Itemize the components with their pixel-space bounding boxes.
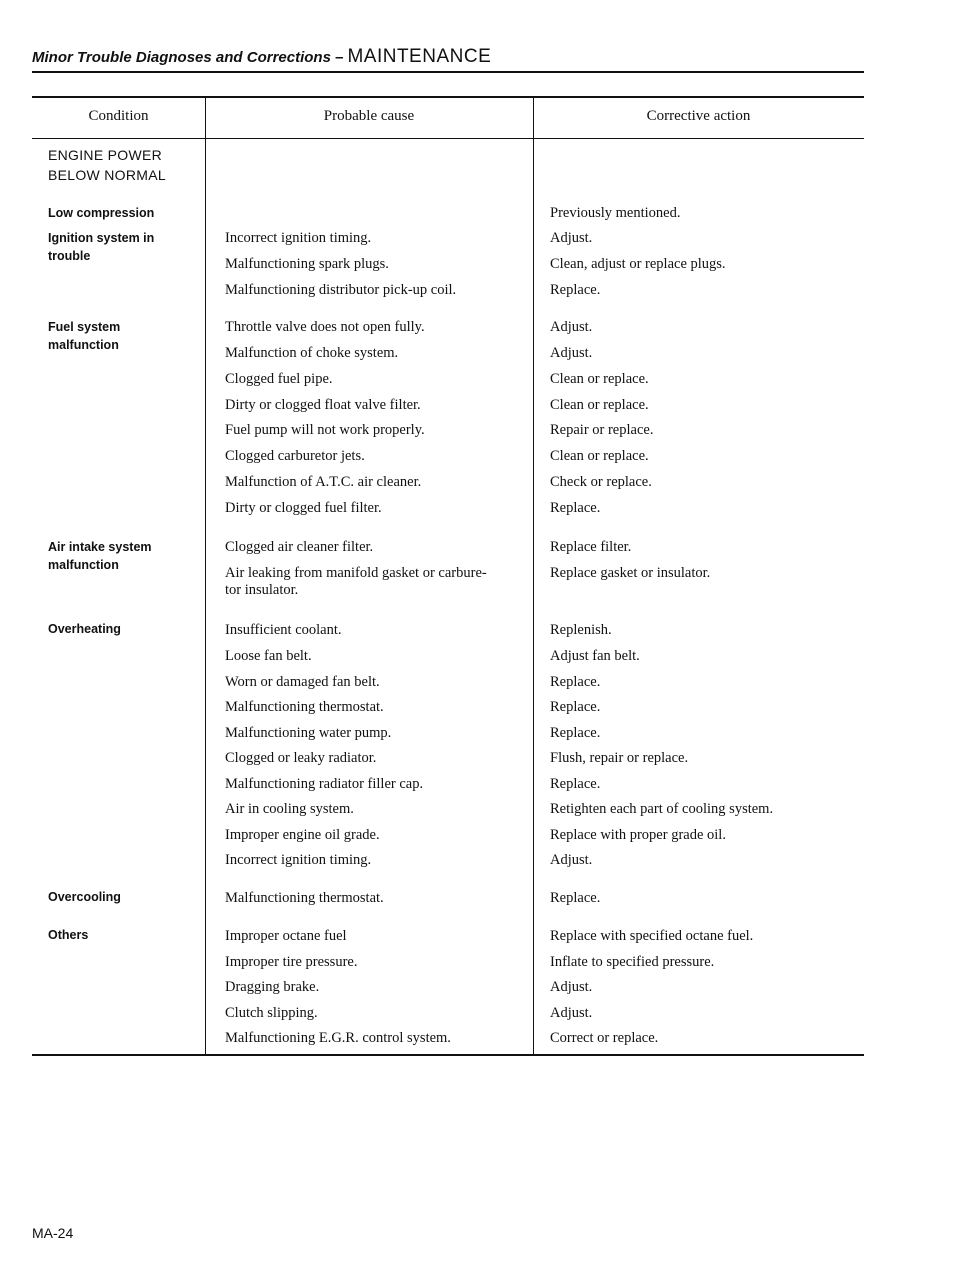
cause-cell: Throttle valve does not open fully.: [225, 319, 425, 335]
action-cell: Inflate to specified pressure.: [550, 954, 715, 970]
action-cell: Retighten each part of cooling system.: [550, 801, 774, 817]
column-divider-1: [205, 96, 206, 1056]
cause-cell: Improper engine oil grade.: [225, 827, 380, 843]
cause-cell: Malfunction of choke system.: [225, 345, 399, 361]
section-subtitle: Minor Trouble Diagnoses and Corrections –: [32, 49, 344, 66]
cause-cell: Fuel pump will not work properly.: [225, 422, 425, 438]
cause-cell: Malfunctioning E.G.R. control system.: [225, 1030, 451, 1046]
cause-cell: Dirty or clogged fuel filter.: [225, 500, 382, 516]
page-number: MA-24: [32, 1225, 74, 1241]
action-cell: Replace.: [550, 699, 601, 715]
cause-cell: Dirty or clogged float valve filter.: [225, 397, 421, 413]
action-cell: Replace.: [550, 282, 601, 298]
action-cell: Replace filter.: [550, 539, 632, 555]
action-cell: Adjust.: [550, 1005, 593, 1021]
action-cell: Adjust.: [550, 319, 593, 335]
cause-cell: Improper tire pressure.: [225, 954, 358, 970]
action-cell: Clean, adjust or replace plugs.: [550, 256, 726, 272]
condition-others: Others: [48, 928, 89, 942]
cause-cell: Air in cooling system.: [225, 801, 354, 817]
action-cell: Flush, repair or replace.: [550, 750, 689, 766]
action-cell: Adjust.: [550, 345, 593, 361]
action-cell: Clean or replace.: [550, 397, 649, 413]
condition-air-intake: Air intake system malfunction: [48, 540, 152, 572]
action-cell: Replace.: [550, 674, 601, 690]
action-cell: Previously mentioned.: [550, 205, 681, 221]
column-divider-2: [533, 96, 534, 1056]
cause-cell: Malfunctioning thermostat.: [225, 699, 384, 715]
cause-cell: Improper octane fuel: [225, 928, 347, 944]
page-header: [32, 46, 864, 73]
condition-overheating: Overheating: [48, 622, 121, 636]
cause-cell: Malfunctioning spark plugs.: [225, 256, 389, 272]
action-cell: Clean or replace.: [550, 448, 649, 464]
action-cell: Adjust.: [550, 979, 593, 995]
action-cell: Check or replace.: [550, 474, 652, 490]
cause-cell: Air leaking from manifold gasket or carbure- tor insulator.: [225, 565, 487, 598]
cause-cell: Malfunctioning distributor pick-up coil.: [225, 282, 457, 298]
cause-cell: Dragging brake.: [225, 979, 320, 995]
action-cell: Replace.: [550, 500, 601, 516]
cause-cell: Malfunctioning water pump.: [225, 725, 392, 741]
cause-cell: Malfunction of A.T.C. air cleaner.: [225, 474, 422, 490]
condition-fuel-system: Fuel system malfunction: [48, 320, 121, 352]
action-cell: Clean or replace.: [550, 371, 649, 387]
condition-ignition-system: Ignition system in trouble: [48, 231, 155, 263]
column-header-corrective-action: Corrective action: [646, 108, 751, 124]
cause-cell: Malfunctioning thermostat.: [225, 890, 384, 906]
table-top-rule: [32, 96, 864, 98]
cause-cell: Clogged fuel pipe.: [225, 371, 333, 387]
cause-cell: Clogged or leaky radiator.: [225, 750, 377, 766]
cause-cell: Insufficient coolant.: [225, 622, 342, 638]
action-cell: Replace gasket or insulator.: [550, 565, 711, 581]
action-cell: Adjust fan belt.: [550, 648, 640, 664]
action-cell: Replenish.: [550, 622, 612, 638]
condition-low-compression: Low compression: [48, 206, 155, 220]
action-cell: Replace.: [550, 776, 601, 792]
action-cell: Replace with proper grade oil.: [550, 827, 726, 843]
cause-cell: Worn or damaged fan belt.: [225, 674, 380, 690]
condition-overcooling: Overcooling: [48, 890, 121, 904]
action-cell: Replace.: [550, 725, 601, 741]
cause-cell: Clogged carburetor jets.: [225, 448, 365, 464]
condition-engine-power: ENGINE POWER BELOW NORMAL: [48, 147, 166, 183]
cause-cell: Malfunctioning radiator filler cap.: [225, 776, 424, 792]
action-cell: Adjust.: [550, 852, 593, 868]
cause-cell: Loose fan belt.: [225, 648, 312, 664]
section-title: MAINTENANCE: [347, 46, 492, 67]
action-cell: Replace with specified octane fuel.: [550, 928, 754, 944]
cause-cell: Incorrect ignition timing.: [225, 852, 372, 868]
cause-cell: Clogged air cleaner filter.: [225, 539, 374, 555]
action-cell: Adjust.: [550, 230, 593, 246]
table-bottom-rule: [32, 1054, 864, 1056]
action-cell: Correct or replace.: [550, 1030, 659, 1046]
cause-cell: Clutch slipping.: [225, 1005, 318, 1021]
action-cell: Repair or replace.: [550, 422, 654, 438]
column-header-probable-cause: Probable cause: [323, 108, 415, 124]
column-header-condition: Condition: [88, 108, 149, 124]
cause-cell: Incorrect ignition timing.: [225, 230, 372, 246]
action-cell: Replace.: [550, 890, 601, 906]
table-header-rule: [32, 138, 864, 139]
